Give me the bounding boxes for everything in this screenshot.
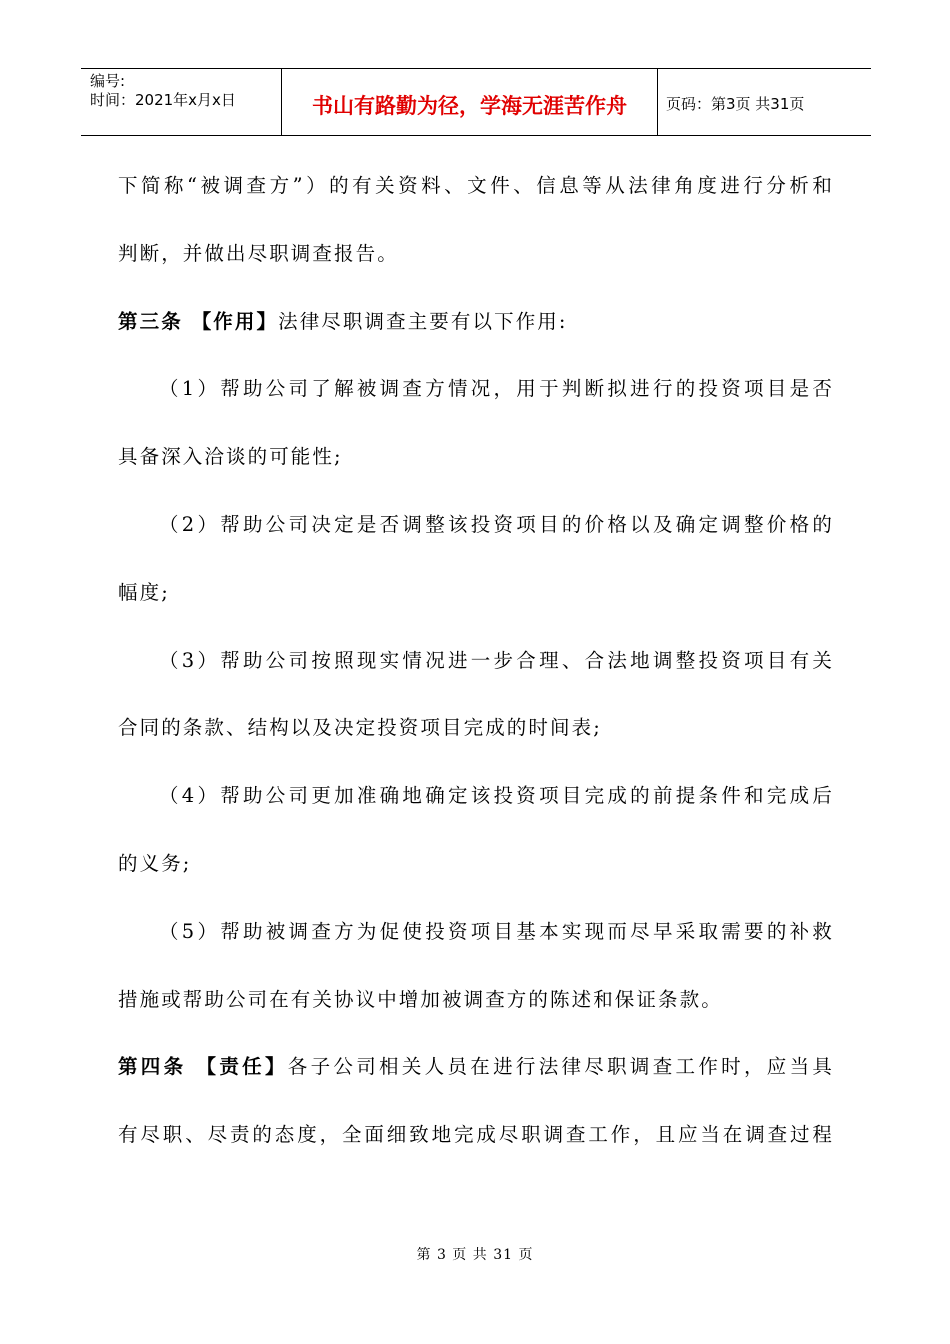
document-body (118, 156, 834, 1173)
header-page-info: 页码：第3页 共31页 (666, 94, 805, 113)
article-three-heading: 第三条 【作用】 (118, 309, 279, 333)
body-line: （1）帮助公司了解被调查方情况，用于判断拟进行的投资项目是否 (159, 377, 834, 401)
article-four (118, 1037, 834, 1105)
body-line: 有尽职、尽责的态度，全面细致地完成尽职调查工作，且应当在调查过程 (118, 1123, 834, 1147)
body-line: 下简称“被调查方”）的有关资料、文件、信息等从法律角度进行分析和 (118, 174, 834, 197)
serial-number-label: 编号: (90, 72, 126, 90)
body-line: 具备深入洽谈的可能性; (118, 445, 343, 469)
header-motto: 书山有路勤为径，学海无涯苦作舟 (282, 69, 658, 135)
page-header (81, 68, 871, 136)
article-four-heading: 第四条 【责任】 (118, 1055, 288, 1079)
body-line: 幅度; (118, 580, 170, 604)
page-footer: 第 3 页 共 31 页 (416, 1247, 534, 1263)
article-four-text: 各子公司相关人员在进行法律尽职调查工作时，应当具 (287, 1055, 834, 1079)
body-line: （3）帮助公司按照现实情况进一步合理、合法地调整投资项目有关 (159, 648, 834, 672)
body-line: 的义务; (118, 851, 192, 875)
header-meta-cell (81, 69, 282, 135)
body-line: 判断，并做出尽职调查报告。 (118, 241, 399, 265)
body-line: 合同的条款、结构以及决定投资项目完成的时间表; (118, 716, 602, 740)
body-line: （2）帮助公司决定是否调整该投资项目的价格以及确定调整价格的 (159, 512, 834, 536)
body-line: （5）帮助被调查方为促使投资项目基本实现而尽早采取需要的补救 (159, 919, 834, 943)
article-three-text: 法律尽职调查主要有以下作用: (278, 309, 568, 333)
body-line: 措施或帮助公司在有关协议中增加被调查方的陈述和保证条款。 (118, 987, 723, 1011)
article-three (118, 292, 834, 360)
date-label: 时间：2021年x月x日 (90, 91, 236, 109)
body-line: （4）帮助公司更加准确地确定该投资项目完成的前提条件和完成后 (159, 784, 834, 808)
